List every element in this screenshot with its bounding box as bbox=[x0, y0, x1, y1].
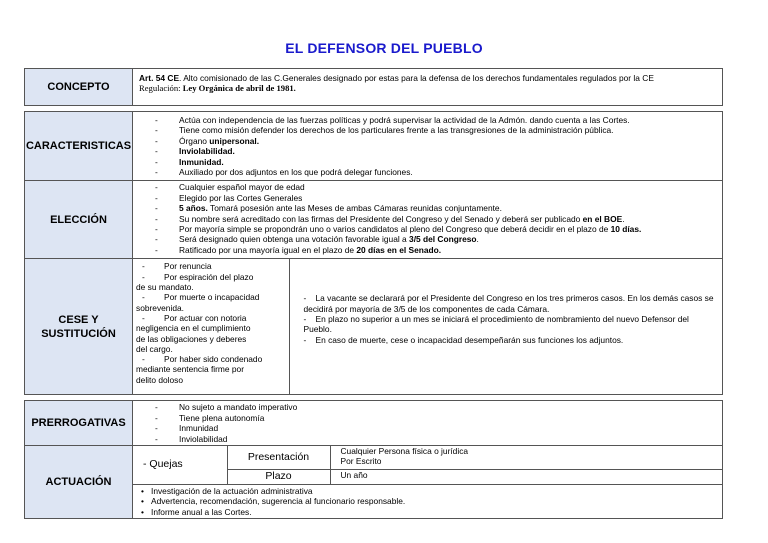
label-actuacion: ACTUACIÓN bbox=[25, 446, 133, 519]
list-item: - 5 años. Tomará posesión ante las Meses de ambas Cámaras reunidas conjuntamente. bbox=[155, 203, 718, 213]
list-item: - En caso de muerte, cese o incapacidad desempeñarán sus funciones los adjuntos. bbox=[303, 334, 624, 345]
cese-content bbox=[133, 259, 723, 395]
cese-causes: - Por renuncia - Por espiración del plazo de su mandato. - Por muerte o incapacidad sobrevenida. - Por actuar con notoria negligencia en el cumplimiento de las obligaciones y deberes del cargo. - Por haber sido condenado mediante sentencia firme por delito doloso bbox=[136, 261, 263, 385]
row-caracteristicas bbox=[25, 112, 723, 181]
caracteristicas-list bbox=[137, 115, 718, 177]
cese-procedure bbox=[290, 259, 723, 344]
list-item: - Por mayoría simple se propondrán uno o varios candidatos al pleno del Congreso que deberá decidir en el plazo de 10 días. bbox=[155, 224, 718, 234]
list-item: - Cualquier español mayor de edad bbox=[155, 182, 718, 192]
concepto-article: Art. 54 CE bbox=[139, 73, 180, 83]
list-item: - Actúa con independencia de las fuerzas políticas y podrá supervisar la actividad de la Admón. dando cuenta a las Cortes. bbox=[155, 115, 718, 125]
concepto-definition: Art. 54 CE. Alto comisionado de las C.Generales designado por estas para la defensa de los derechos fundamentales regulados por la CE bbox=[139, 73, 654, 83]
row-concepto bbox=[25, 69, 723, 106]
list-item: - En plazo no superior a un mes se iniciará el procedimiento de nombramiento del nuevo Defensor del Pueblo. bbox=[303, 314, 689, 335]
actuacion-list bbox=[135, 486, 720, 517]
presentacion-values: Cualquier Persona física o jurídica Por Escrito bbox=[330, 446, 722, 470]
label-caracteristicas: CARACTERISTICAS bbox=[25, 112, 133, 181]
summary-table bbox=[24, 68, 723, 519]
label-eleccion: ELECCIÓN bbox=[25, 181, 133, 259]
page-title: EL DEFENSOR DEL PUEBLO bbox=[285, 40, 483, 56]
row-cese bbox=[25, 259, 723, 395]
label-concepto: CONCEPTO bbox=[25, 69, 133, 106]
list-item: - Su nombre será acreditado con las firmas del Presidente del Congreso y del Senado y deberá ser publicado en el BOE. bbox=[155, 214, 718, 224]
list-item: - Inviolabilidad bbox=[155, 434, 718, 444]
list-item: - No sujeto a mandato imperativo bbox=[155, 402, 718, 412]
list-item: • Advertencia, recomendación, sugerencia al funcionario responsable. bbox=[141, 496, 720, 506]
list-item: • Informe anual a las Cortes. bbox=[141, 507, 720, 517]
list-item: - Inmunidad. bbox=[155, 157, 718, 167]
list-item: - Inmunidad bbox=[155, 423, 718, 433]
presentacion-label: Presentación bbox=[227, 446, 330, 470]
list-item: - La vacante se declarará por el Presidente del Congreso en los tres primeros casos. En los demás casos se decidirá por mayoría de 3/5 de los componentes de cada Cámara. bbox=[303, 293, 714, 314]
prerrogativas-content bbox=[133, 401, 723, 446]
row-actuacion bbox=[25, 446, 723, 519]
caracteristicas-content bbox=[133, 112, 723, 181]
list-item: - Órgano unipersonal. bbox=[155, 136, 718, 146]
list-item: • Investigación de la actuación administrativa bbox=[141, 486, 720, 496]
actuacion-content bbox=[133, 446, 723, 519]
quejas-label: - Quejas bbox=[133, 446, 227, 485]
actuacion-quejas-table bbox=[133, 445, 722, 485]
list-item: - Tiene como misión defender los derechos de los particulares frente a las transgresiones de la administración pública. bbox=[155, 125, 718, 135]
label-prerrogativas: PRERROGATIVAS bbox=[25, 401, 133, 446]
plazo-label: Plazo bbox=[227, 470, 330, 485]
list-item: - Ratificado por una mayoría igual en el plazo de 20 días en el Senado. bbox=[155, 245, 718, 255]
label-cese: CESE Y SUSTITUCIÓN bbox=[25, 259, 133, 395]
plazo-value: Un año bbox=[330, 470, 722, 485]
list-item: - Inviolabilidad. bbox=[155, 146, 718, 156]
list-item: - Será designado quien obtenga una votación favorable igual a 3/5 del Congreso. bbox=[155, 234, 718, 244]
concepto-regulation: Regulación: Ley Orgánica de abril de 1981. bbox=[139, 83, 296, 94]
list-item: - Tiene plena autonomía bbox=[155, 413, 718, 423]
eleccion-content bbox=[133, 181, 723, 259]
row-eleccion bbox=[25, 181, 723, 259]
list-item: - Auxiliado por dos adjuntos en los que podrá delegar funciones. bbox=[155, 167, 718, 177]
row-prerrogativas bbox=[25, 401, 723, 446]
list-item: - Elegido por las Cortes Generales bbox=[155, 193, 718, 203]
concepto-content bbox=[133, 69, 723, 106]
prerrogativas-list bbox=[137, 402, 718, 444]
eleccion-list bbox=[137, 182, 718, 255]
